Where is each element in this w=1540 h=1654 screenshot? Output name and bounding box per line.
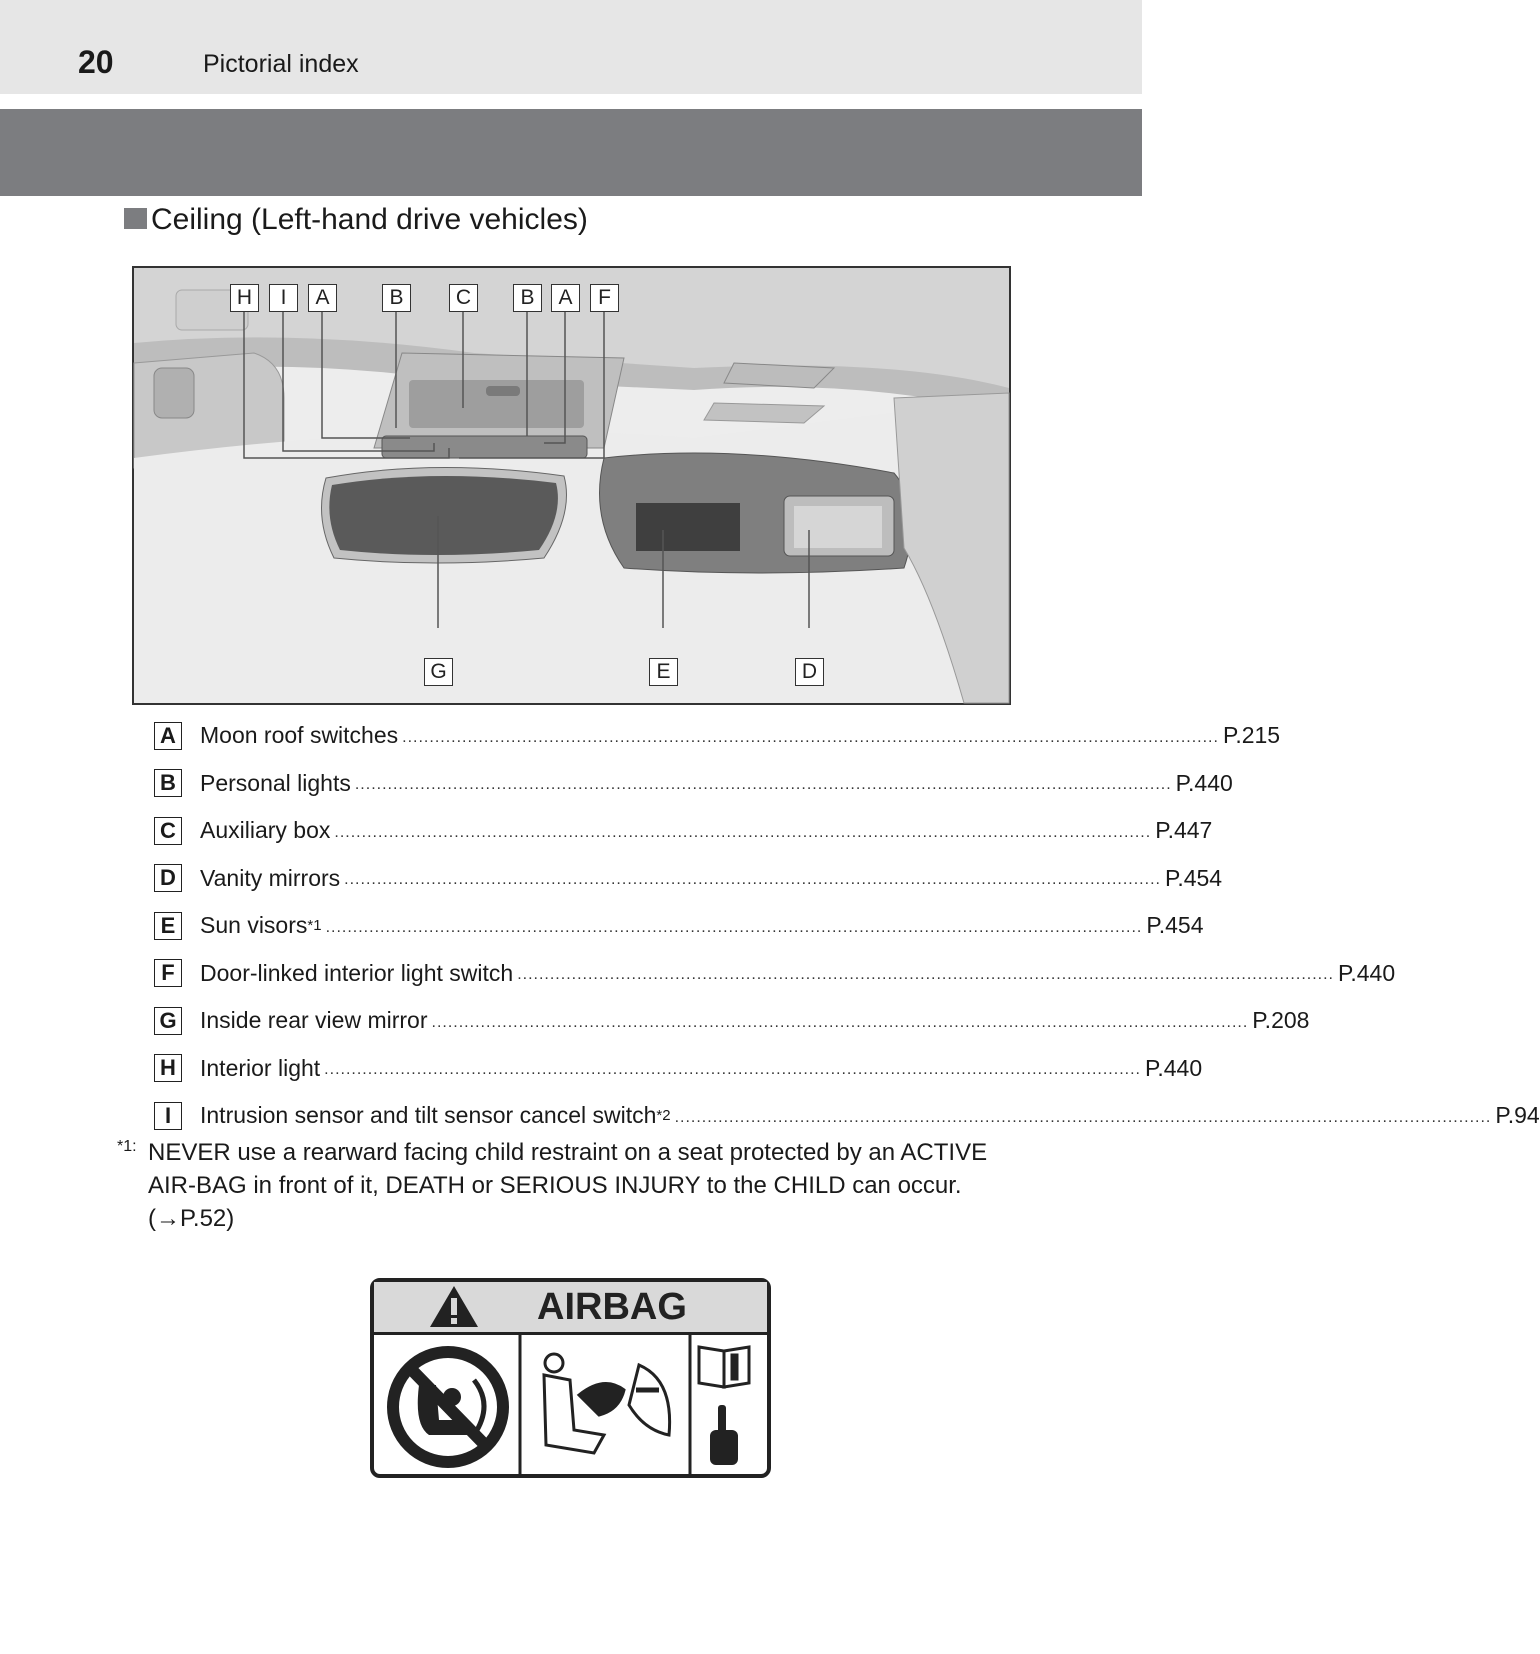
leader-dots: ...................................................................................................................................................... [431, 1013, 1249, 1031]
item-key: D [154, 864, 182, 892]
no-child-seat-icon [393, 1352, 503, 1462]
item-page-ref[interactable]: P.208 [1252, 1007, 1310, 1034]
manual-info-icon [699, 1347, 749, 1387]
index-row [154, 1045, 1203, 1093]
item-key: I [154, 1102, 182, 1130]
callout-a: A [551, 284, 580, 312]
index-row [154, 902, 1204, 950]
ceiling-illustration [132, 266, 1011, 705]
item-key: F [154, 959, 182, 987]
item-key: C [154, 817, 182, 845]
item-page-ref[interactable]: P.215 [1222, 722, 1281, 749]
page-number: 20 [78, 44, 114, 80]
ceiling-drawing [134, 268, 1009, 703]
item-label: Auxiliary box [200, 817, 331, 844]
item-key: B [154, 769, 182, 797]
index-row [154, 712, 1281, 760]
callout-h: H [230, 284, 259, 312]
footnote-text: NEVER use a rearward facing child restraint on a seat protected by an ACTIVE AIR-BAG in front of it, DEATH or SERIOUS INJURY to the CHILD can occur. (→P.52) [148, 1139, 988, 1232]
airbag-title: AIRBAG [537, 1286, 687, 1328]
item-page-ref[interactable]: P.454 [1164, 864, 1223, 891]
item-page-ref[interactable]: P.440 [1144, 1054, 1203, 1081]
running-title: Pictorial index [203, 50, 359, 78]
item-label: Intrusion sensor and tilt sensor cancel switch [200, 1102, 657, 1129]
leader-dots: ...................................................................................................................................................... [324, 1061, 1141, 1078]
item-page-ref[interactable]: P.440 [1337, 959, 1396, 986]
section-marker-icon [124, 208, 147, 229]
item-label: Vanity mirrors [200, 864, 341, 891]
airbag-deploy-icon [544, 1354, 670, 1453]
callout-b: B [382, 284, 411, 312]
leader-dots: ...................................................................................................................................................... [334, 823, 1152, 841]
airbag-warning-label [370, 1278, 771, 1478]
leader-dots: ...................................................................................................................................................... [344, 871, 1161, 888]
callout-d: D [795, 658, 824, 686]
index-row [154, 1092, 1540, 1140]
index-row [154, 807, 1213, 855]
pointing-hand-icon [710, 1405, 738, 1465]
callout-e: E [649, 658, 678, 686]
callout-f: F [590, 284, 619, 312]
item-key: G [154, 1007, 182, 1035]
item-key: E [154, 912, 182, 940]
item-label: Inside rear view mirror [200, 1007, 428, 1034]
header-band [0, 109, 1142, 196]
section-title [124, 203, 588, 237]
item-label: Interior light [200, 1054, 321, 1081]
leader-dots: ...................................................................................................................................................... [674, 1108, 1492, 1126]
callout-g: G [424, 658, 453, 686]
callout-b: B [513, 284, 542, 312]
index-row [154, 855, 1223, 903]
index-row [154, 760, 1233, 808]
leader-dots: ...................................................................................................................................................... [325, 918, 1143, 936]
leader-dots: ...................................................................................................................................................... [402, 728, 1219, 746]
airbag-label-header [374, 1282, 767, 1335]
section-title-text: Ceiling (Left-hand drive vehicles) [151, 203, 588, 236]
footnote-mark: *1: [117, 1138, 137, 1155]
item-superscript: *2 [656, 1107, 671, 1125]
item-label: Moon roof switches [200, 722, 399, 749]
item-superscript: *1 [307, 917, 322, 935]
item-page-ref[interactable]: P.447 [1155, 817, 1213, 844]
item-key: A [154, 722, 182, 750]
index-row [154, 950, 1396, 998]
callout-a: A [308, 284, 337, 312]
item-label: Personal lights [200, 769, 351, 796]
leader-dots: ...................................................................................................................................................... [517, 966, 1334, 983]
index-row [154, 997, 1310, 1045]
index-list [154, 712, 1540, 1140]
callout-i: I [269, 284, 298, 312]
item-label: Door-linked interior light switch [200, 959, 514, 986]
leader-dots: ...................................................................................................................................................... [354, 776, 1172, 793]
item-page-ref[interactable]: P.440 [1175, 769, 1233, 796]
footnote [117, 1136, 1017, 1235]
item-label: Sun visors [200, 912, 308, 939]
warning-triangle-icon [424, 1282, 484, 1332]
callout-c: C [449, 284, 478, 312]
item-page-ref[interactable]: P.454 [1146, 912, 1204, 939]
item-key: H [154, 1054, 182, 1082]
page-header [0, 0, 1142, 94]
airbag-pictograms [374, 1335, 767, 1478]
item-page-ref[interactable]: P.94 [1495, 1102, 1540, 1129]
